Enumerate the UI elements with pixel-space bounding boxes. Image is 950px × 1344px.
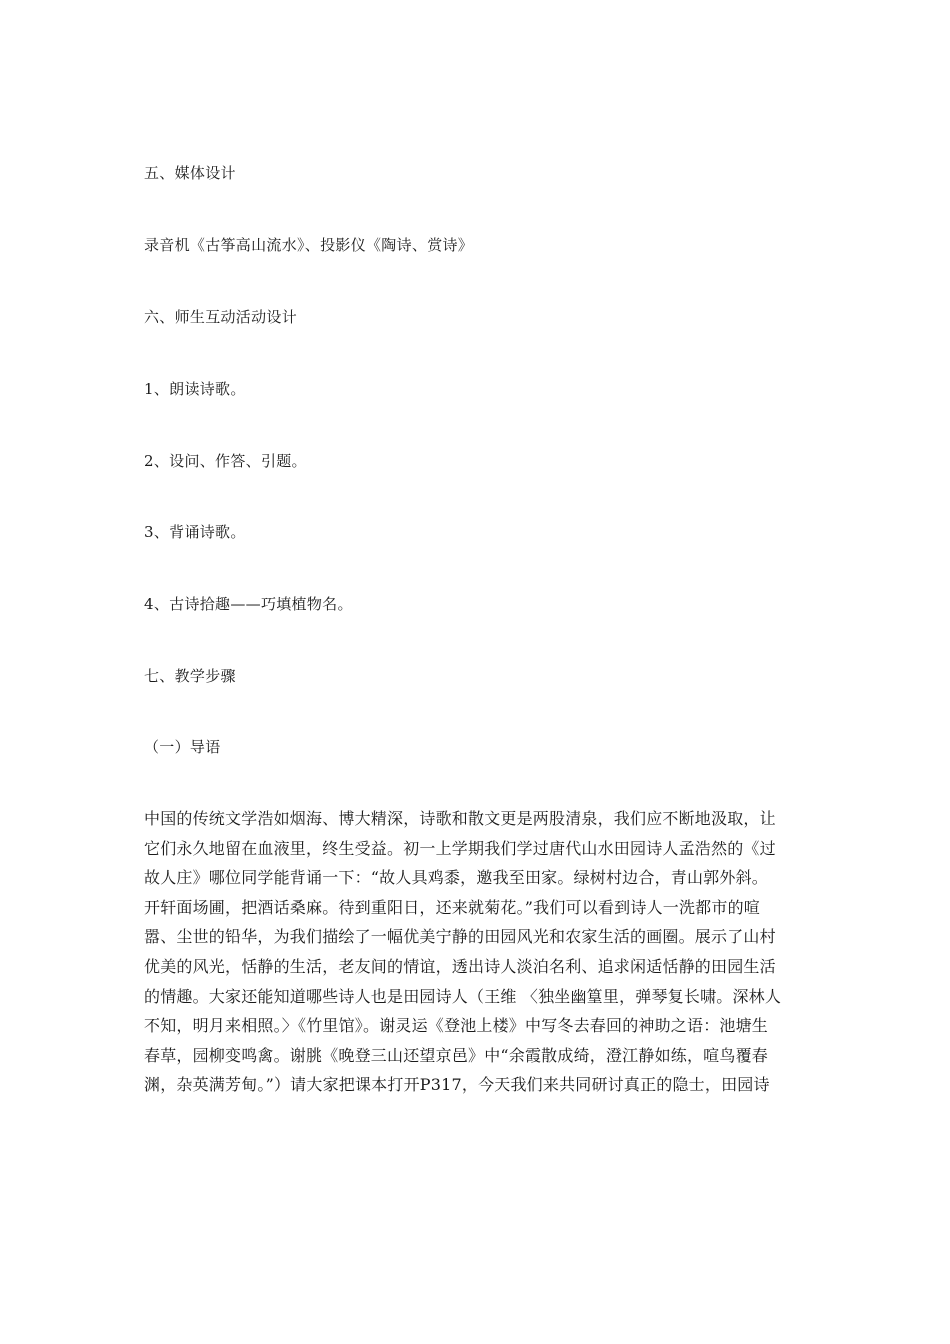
interaction-design-heading: 六、师生互动活动设计 [144, 308, 298, 326]
interaction-item-2: 2、设问、作答、引题。 [144, 452, 307, 470]
interaction-item-1: 1、朗读诗歌。 [144, 380, 246, 398]
media-design-text: 录音机《古筝高山流水》、投影仪《陶诗、赏诗》 [144, 236, 474, 254]
paragraph-line: 它们永久地留在血液里，终生受益。初一上学期我们学过唐代山水田园诗人孟浩然的《过 [144, 838, 776, 858]
teaching-steps-heading: 七、教学步骤 [144, 667, 236, 685]
intro-heading: （一）导语 [144, 738, 221, 756]
media-design-heading: 五、媒体设计 [144, 164, 236, 182]
interaction-item-3: 3、背诵诗歌。 [144, 523, 246, 541]
paragraph-line: 开轩面场圃，把酒话桑麻。待到重阳日，还来就菊花。”我们可以看到诗人一洗都市的喧 [144, 897, 760, 917]
paragraph-line: 中国的传统文学浩如烟海、博大精深，诗歌和散文更是两股清泉，我们应不断地汲取，让 [144, 809, 776, 828]
paragraph-line: 春草，园柳变鸣禽。谢朓《晚登三山还望京邑》中“余霞散成绮，澄江静如练，喧鸟覆春 [144, 1045, 768, 1065]
intro-paragraph [144, 804, 812, 1100]
paragraph-line: 的情趣。大家还能知道哪些诗人也是田园诗人（王维 〈独坐幽篁里，弹琴复长啸。深林人 [144, 986, 782, 1006]
paragraph-line: 故人庄》哪位同学能背诵一下：“故人具鸡黍，邀我至田家。绿树村边合，青山郭外斜。 [144, 868, 768, 888]
paragraph-line: 嚣、尘世的铅华，为我们描绘了一幅优美宁静的田园风光和农家生活的画圈。展示了山村 [144, 927, 776, 947]
paragraph-line: 渊，杂英满芳甸。”）请大家把课本打开P317，今天我们来共同研讨真正的隐士，田园诗 [144, 1075, 770, 1095]
paragraph-line: 优美的风光，恬静的生活，老友间的情谊，透出诗人淡泊名利、追求闲适恬静的田园生活 [144, 956, 776, 976]
interaction-item-4: 4、古诗拾趣——巧填植物名。 [144, 595, 353, 613]
paragraph-line: 不知，明月来相照。〉《竹里馆》。谢灵运《登池上楼》中写冬去春回的神助之语：池塘生 [144, 1016, 769, 1036]
